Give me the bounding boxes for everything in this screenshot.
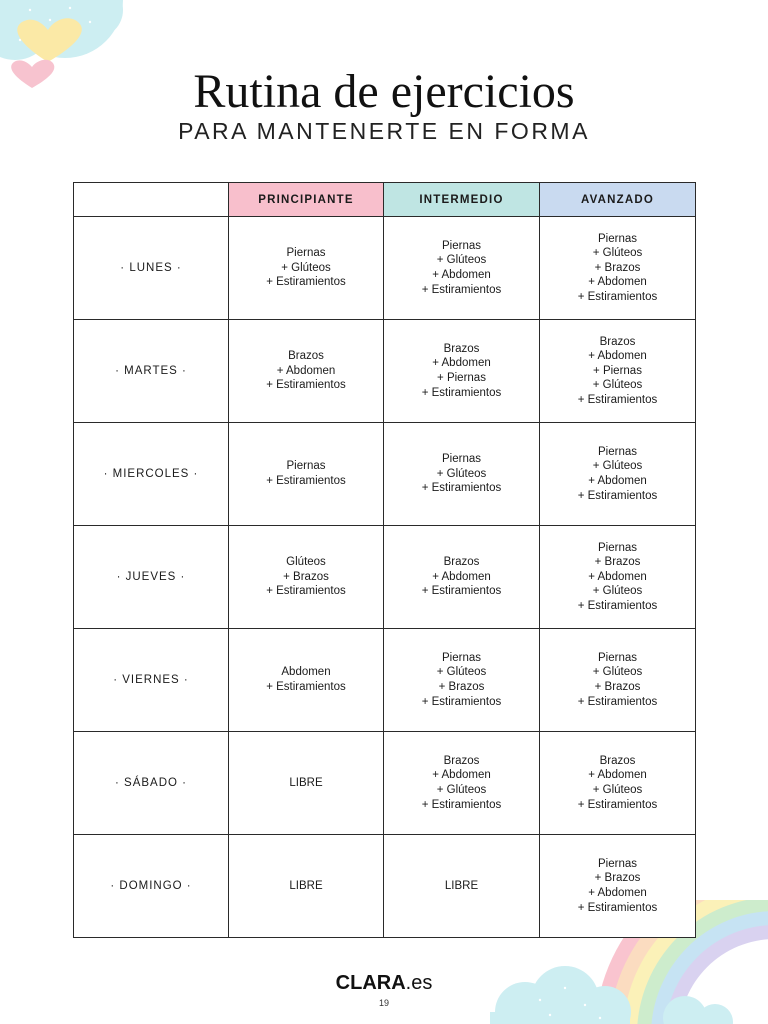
page-subtitle: PARA MANTENERTE EN FORMA [178,118,590,144]
exercise-line: + Glúteos [592,247,643,260]
routine-cell-principiante [229,423,384,526]
exercise-line: + Glúteos [281,261,331,274]
routine-table-body [74,217,696,938]
exercise-line: + Abdomen [432,269,491,281]
routine-cell-intermedio [384,217,540,320]
exercise-line: Piernas [598,857,637,870]
exercise-line: + Estiramientos [577,798,658,811]
exercise-line: + Abdomen [432,769,491,782]
exercise-line: Brazos [443,754,480,767]
routine-cell-avanzado [540,423,696,526]
exercise-line: Brazos [443,342,480,355]
exercise-line: + Abdomen [588,350,647,363]
routine-cell-intermedio [384,629,540,732]
logo-main: CLARA [335,972,406,994]
exercise-line: + Glúteos [592,379,643,392]
table-row [74,320,696,423]
table-row [74,732,696,835]
exercise-line: + Brazos [594,681,641,693]
exercise-line: LIBRE [289,776,323,789]
exercise-line: Piernas [286,460,326,473]
exercise-line: Piernas [442,651,481,664]
exercise-line: + Abdomen [588,887,647,899]
day-label: · SÁBADO · [74,732,229,835]
routine-cell-principiante [229,629,384,732]
exercise-line: + Abdomen [588,276,647,289]
exercise-line: + Estiramientos [421,695,502,708]
table-row [74,423,696,526]
exercise-line: Glúteos [286,556,326,569]
routine-cell-intermedio [384,526,540,629]
exercise-line: + Estiramientos [266,475,346,487]
exercise-line: + Estiramientos [577,695,658,708]
routine-cell-intermedio [384,732,540,835]
exercise-line: + Abdomen [588,769,647,782]
exercise-line: LIBRE [289,879,323,892]
exercise-line: Piernas [598,541,637,554]
exercise-line: Brazos [599,754,636,767]
table-row [74,629,696,732]
exercise-line: Piernas [598,651,637,664]
table-header-row [74,183,696,217]
exercise-line: + Estiramientos [577,290,658,303]
exercise-line: + Abdomen [588,570,647,583]
exercise-line: + Abdomen [432,357,491,370]
exercise-line: + Estiramientos [421,798,502,811]
exercise-line: + Brazos [594,556,641,569]
page-number: 19 [378,998,389,1008]
exercise-line: + Brazos [283,570,329,583]
exercise-line: Piernas [598,445,637,458]
routine-cell-intermedio [384,835,540,938]
exercise-line: + Piernas [437,372,486,384]
exercise-line: Brazos [288,350,324,363]
routine-cell-principiante [229,835,384,938]
exercise-line: Piernas [286,247,326,260]
table-row [74,217,696,320]
day-label: · MARTES · [74,320,229,423]
routine-cell-avanzado [540,320,696,423]
exercise-line: + Glúteos [436,467,487,480]
exercise-line: + Estiramientos [266,585,346,598]
exercise-line: Abdomen [281,666,331,679]
routine-cell-avanzado [540,732,696,835]
routine-cell-avanzado [540,217,696,320]
exercise-line: + Estiramientos [577,901,658,914]
routine-cell-intermedio [384,423,540,526]
routine-cell-avanzado [540,629,696,732]
day-label: · MIERCOLES · [74,423,229,526]
column-header-principiante: PRINCIPIANTE [229,183,384,217]
exercise-line: + Estiramientos [421,386,502,399]
exercise-line: + Estiramientos [577,489,658,502]
routine-cell-principiante [229,217,384,320]
exercise-line: + Estiramientos [577,599,658,612]
corner-cell [74,183,229,217]
exercise-line: + Abdomen [588,475,647,487]
exercise-line: + Abdomen [276,364,336,377]
exercise-line: + Glúteos [592,666,643,679]
routine-table [73,182,696,938]
table-row [74,835,696,938]
exercise-line: + Estiramientos [266,276,346,289]
day-label: · VIERNES · [74,629,229,732]
exercise-line: + Estiramientos [266,379,346,392]
exercise-line: + Glúteos [436,254,487,267]
exercise-line: + Brazos [594,872,641,885]
exercise-line: Brazos [599,335,636,348]
exercise-line: Piernas [442,453,481,466]
table-row [74,526,696,629]
exercise-line: + Estiramientos [421,585,502,598]
logo-suffix: .es [405,972,433,994]
exercise-line: + Glúteos [592,784,643,796]
exercise-line: + Piernas [593,364,642,377]
exercise-line: Piernas [442,239,481,252]
exercise-line: + Glúteos [592,460,643,473]
day-label: · JUEVES · [74,526,229,629]
exercise-line: Brazos [443,556,480,569]
exercise-line: + Glúteos [436,666,487,679]
exercise-line: + Estiramientos [421,482,502,495]
day-label: · DOMINGO · [74,835,229,938]
page-title: Rutina de ejercicios [193,65,575,118]
column-header-avanzado: AVANZADO [540,183,696,217]
exercise-line: + Estiramientos [577,393,658,406]
exercise-line: LIBRE [444,879,479,892]
routine-cell-avanzado [540,526,696,629]
footer-logo [0,972,768,995]
exercise-line: + Estiramientos [266,681,346,693]
routine-cell-principiante [229,732,384,835]
exercise-line: + Abdomen [432,570,491,583]
routine-cell-principiante [229,320,384,423]
exercise-line: Piernas [598,232,637,245]
routine-cell-principiante [229,526,384,629]
routine-cell-intermedio [384,320,540,423]
exercise-line: + Brazos [594,261,641,274]
exercise-line: + Glúteos [436,784,487,796]
routine-cell-avanzado [540,835,696,938]
exercise-line: + Brazos [438,681,485,693]
exercise-line: + Estiramientos [421,283,502,296]
column-header-intermedio: INTERMEDIO [384,183,540,217]
exercise-line: + Glúteos [592,585,643,598]
day-label: · LUNES · [74,217,229,320]
